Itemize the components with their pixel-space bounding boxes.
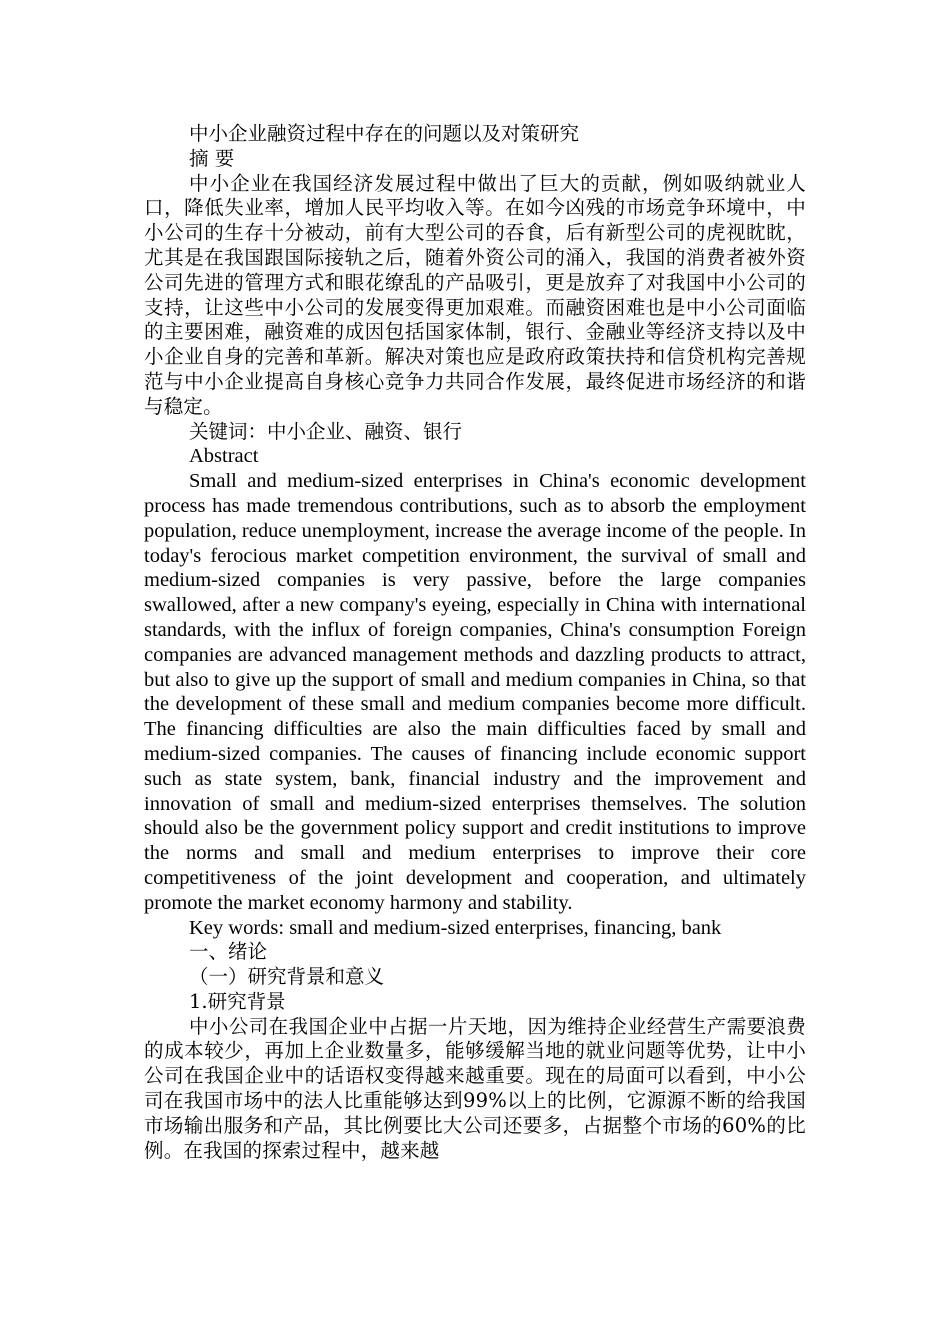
keywords-en: Key words: small and medium-sized enterprises, financing, bank [189, 916, 722, 939]
abstract-paragraph-cn: 中小企业在我国经济发展过程中做出了巨大的贡献，例如吸纳就业人口，降低失业率，增加人民平均收入等。在如今凶残的市场竞争环境中，中小公司的生存十分被动，前有大型公司的吞食，后有新型公司的虎视眈眈，尤其是在我国跟国际接轨之后，随着外资公司的涌入，我国的消费者被外资公司先进的管理方式和眼花缭乱的产品吸引，更是放弃了对我国中小公司的支持，让这些中小公司的发展变得更加艰难。而融资困难也是中小公司面临的主要困难，融资难的成因包括国家体制，银行、金融业等经济支持以及中小企业自身的完善和革新。解决对策也应是政府政策扶持和信贷机构完善规范与中小企业提高自身核心竞争力共同合作发展，最终促进市场经济的和谐与稳定。 [144, 171, 806, 418]
subsubsection-heading: 1.研究背景 [189, 989, 286, 1013]
abstract-heading-en: Abstract [189, 445, 259, 468]
body-paragraph: 中小公司在我国企业中占据一片天地，因为维持企业经营生产需要浪费的成本较少，再加上企业数量多，能够缓解当地的就业问题等优势，让中小公司在我国企业中的话语权变得越来越重要。现在的局面可以看到，中小公司在我国市场中的法人比重能够达到99%以上的比例，它源源不断的给我国市场输出服务和产品，其比例要比大公司还要多，占据整个市场的60%的比例。在我国的探索过程中，越来越 [144, 1014, 806, 1162]
subsection-heading: （一）研究背景和意义 [189, 965, 385, 989]
document-body [144, 122, 806, 1163]
keywords-cn: 关键词：中小企业、融资、银行 [189, 419, 463, 443]
document-title: 中小企业融资过程中存在的问题以及对策研究 [189, 122, 580, 145]
abstract-heading-cn: 摘 要 [189, 146, 235, 170]
section-heading: 一、绪论 [189, 940, 268, 964]
abstract-paragraph-en: Small and medium-sized enterprises in China's economic development process has made tremendous contributions, such as to absorb the employment population, reduce unemployment, increase the average income of the people. In today's ferocious market competition environment, the survival of small and medium-sized companies is very passive, before the large companies swallowed, after a new company's eyeing, especially in China with international standards, with the influx of foreign companies, China's consumption Foreign companies are advanced management methods and dazzling products to attract, but also to give up the support of small and medium companies in China, so that the development of these small and medium companies become more difficult. The financing difficulties are also the main difficulties faced by small and medium-sized companies. The causes of financing include economic support such as state system, bank, financial industry and the improvement and innovation of small and medium-sized enterprises themselves. The solution should also be the government policy support and credit institutions to improve the norms and small and medium enterprises to improve their core competitiveness of the joint development and cooperation, and ultimately promote the market economy harmony and stability. [144, 470, 807, 914]
